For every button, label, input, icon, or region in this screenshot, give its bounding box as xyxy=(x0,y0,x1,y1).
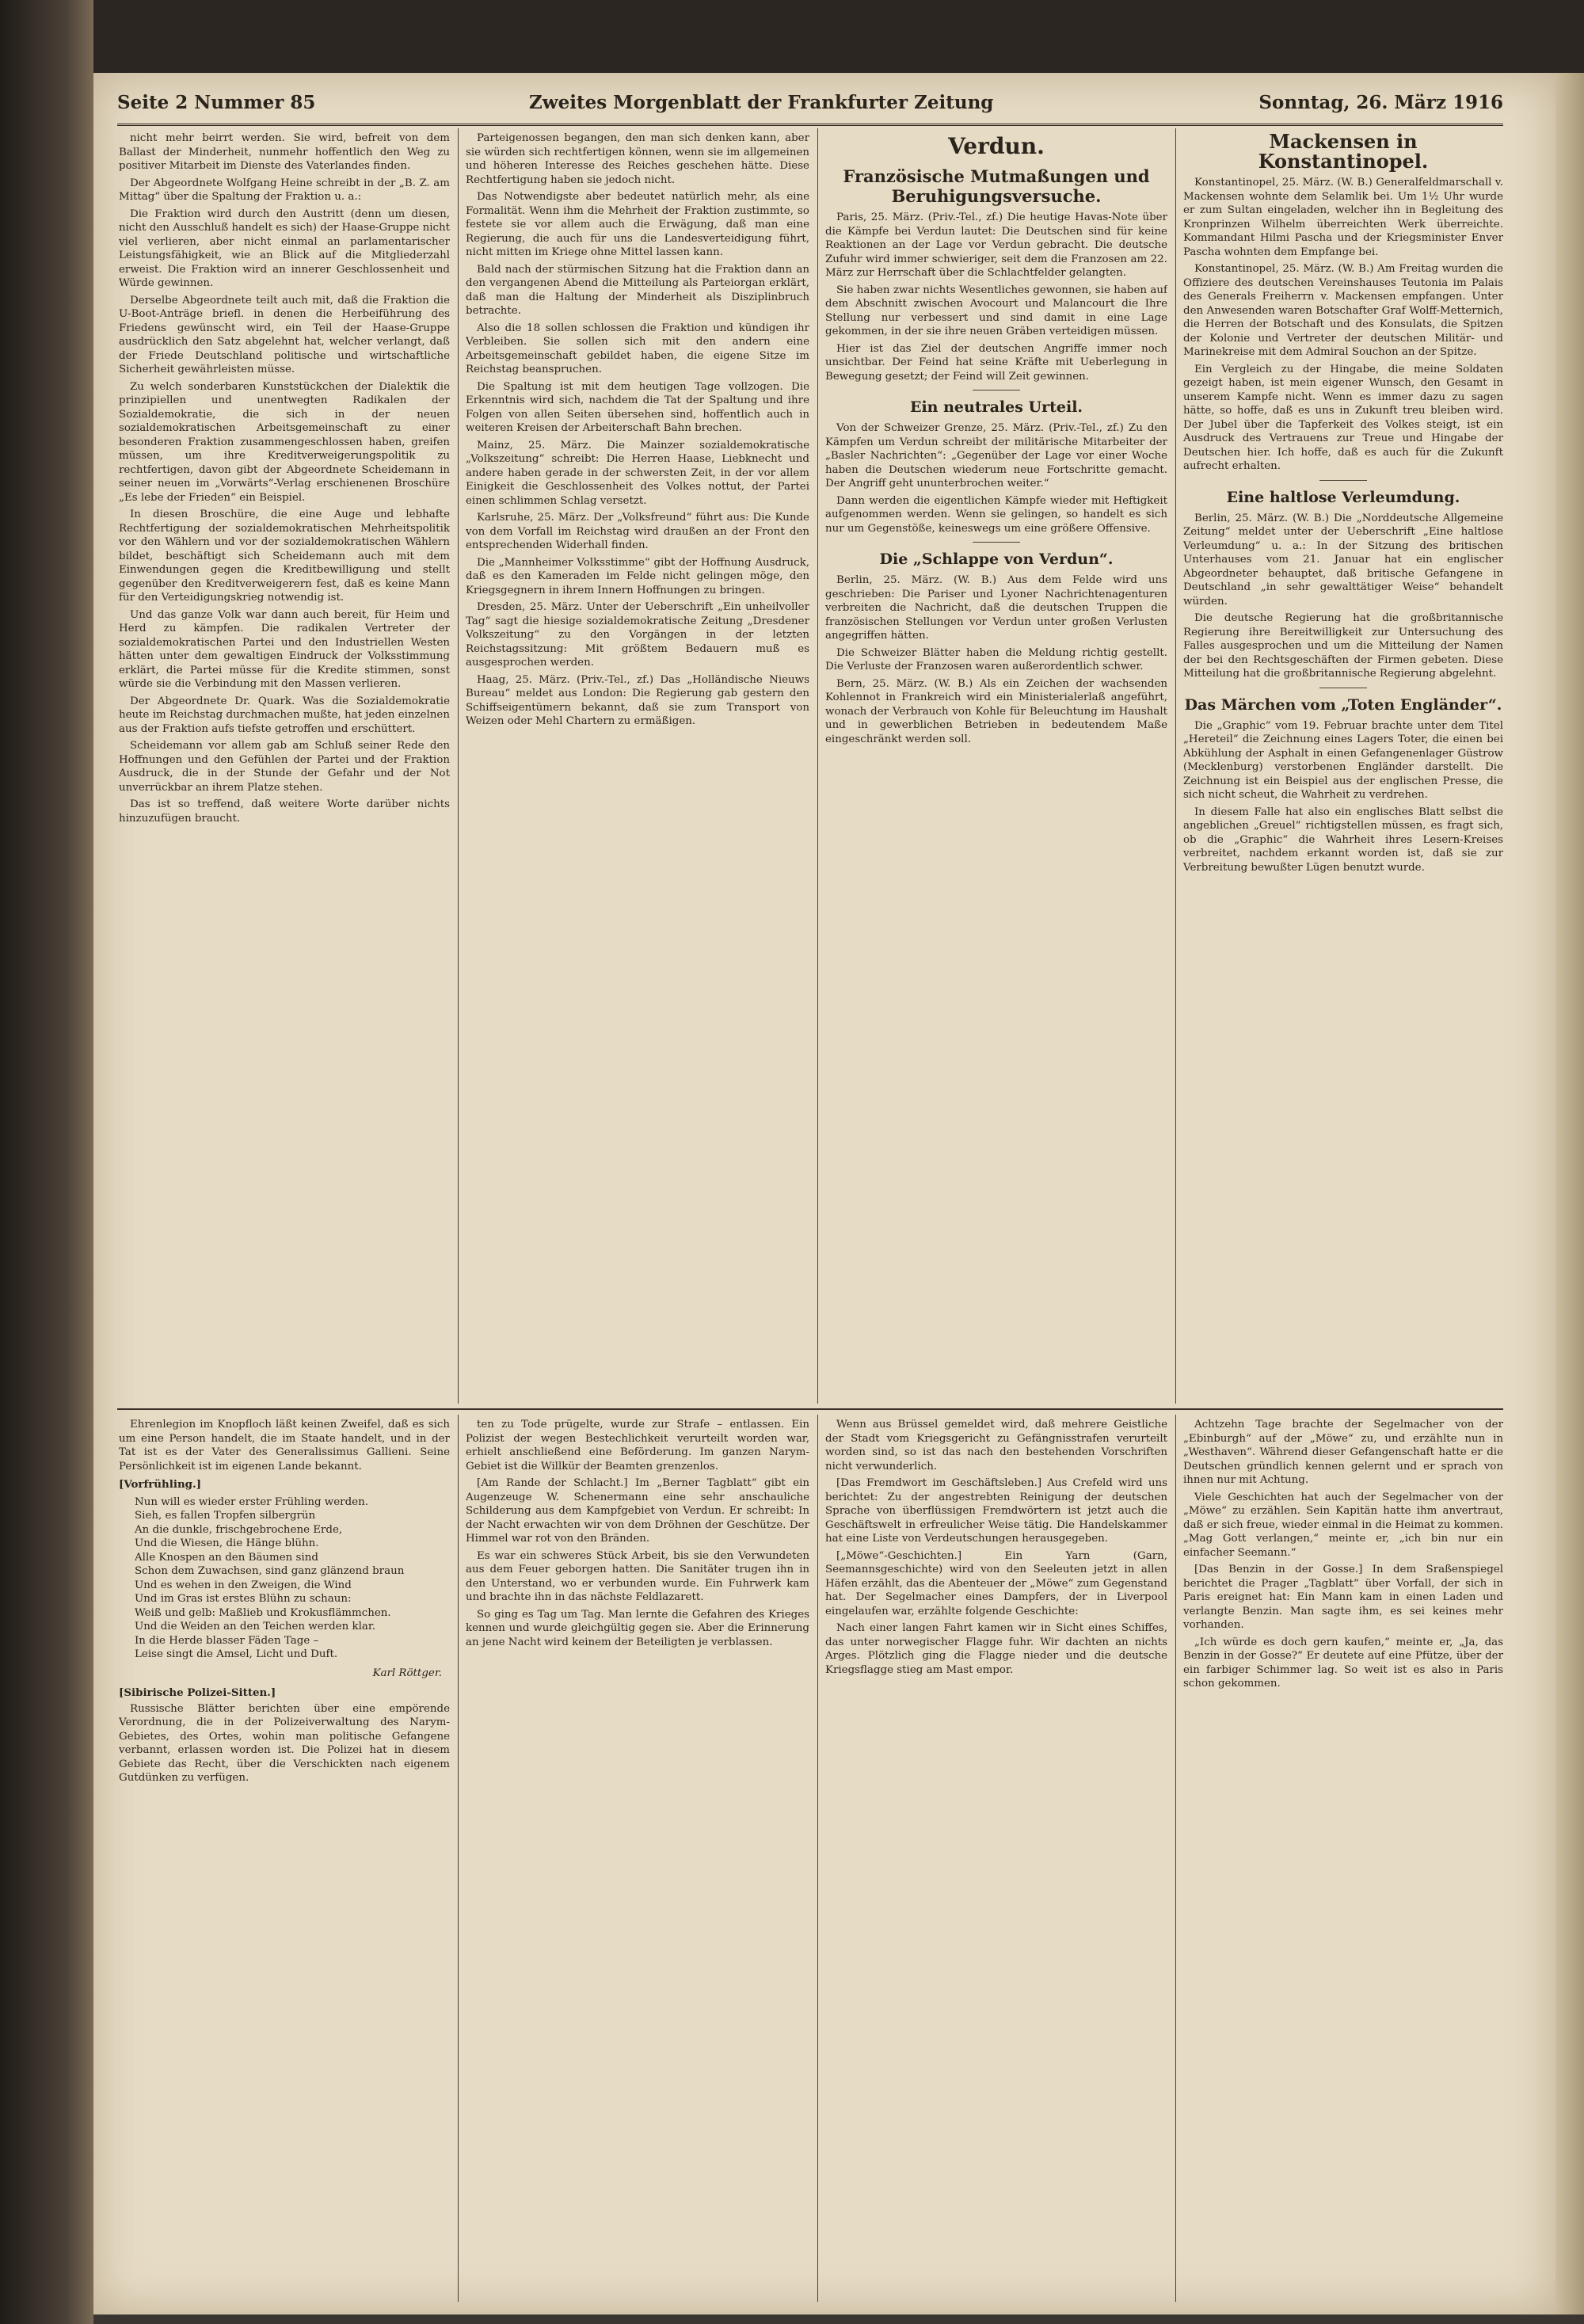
feuilleton-column-4 xyxy=(1183,1418,1503,2299)
article-paragraph: Also die 18 sollen schlossen die Fraktion und kündigen ihr Verbleiben. Sie sollen sich mit den andern eine Arbeitsgemeinschaft gebildet haben, die eigene Sitze im Reichstag beanspruchen. xyxy=(466,322,809,375)
article-paragraph: Zu welch sonderbaren Kunststückchen der Dialektik die prinzipiellen und unentwegten Radikalen der Sozialdemokratie, die sich in der neuen sozialdemokratischen Arbeitsgemeinschaft zu einer besonderen Fraktion zusammengeschlossen haben, greifen müssen, um ihre Kreditverweigerungspolitik zu rechtfertigen, davon gibt der Abgeordnete Scheidemann in seiner neuen im „Vorwärts“-Verlag erschienenen Broschüre „Es lebe der Frieden“ ein Beispiel. xyxy=(119,380,450,504)
separator xyxy=(973,542,1020,543)
article-paragraph: In diesem Falle hat also ein englisches Blatt selbst die angeblichen „Greuel“ richtigstellen müssen, es fragt sich, ob die „Graphic“ die Wahrheit ihres Lesern-Kreises verbreitet, nachdem erkannt worden ist, daß sie zur Verbreitung bewußter Lügen benutzt wurde. xyxy=(1183,806,1503,874)
feuilleton-paragraph: ten zu Tode prügelte, wurde zur Strafe – entlassen. Ein Polizist der wegen Bestechlichkeit verurteilt worden war, erhielt anschließend eine Beförderung. Im ganzen Narym-Gebiet ist die Willkür der Beamten grenzenlos. xyxy=(466,1419,809,1473)
column-4 xyxy=(1183,128,1503,1402)
article-paragraph: In diesen Broschüre, die eine Auge und lebhafte Rechtfertigung der sozialdemokratischen Mehrheitspolitik vor den Wählern und vor der sozialdemokratischen Wählern bildet, beschäftigt sich Scheidemann auch mit dem Einwendungen gegen die Kreditbewilligung und stellt gegenüber den Kreditverweigerern fest, daß es keine Mann für den Verteidigungskrieg notwendig ist. xyxy=(119,509,450,604)
feuilleton-paragraph: Es war ein schweres Stück Arbeit, bis sie den Verwundeten aus dem Feuer geborgen hatten. Die Sanitäter trugen ihn in den Unterstand, wo er verbunden wurde. Ein Fuhrwerk kam und brachte ihn in das nächste Feldlazarett. xyxy=(466,1549,809,1603)
article-paragraph: Berlin, 25. März. (W. B.) Die „Norddeutsche Allgemeine Zeitung“ meldet unter der Ueberschrift „Eine haltlose Verleumdung“ u. a.: In der Sitzung des britischen Unterhauses vom 21. Januar hat ein englischer Abgeordneter behauptet, daß britische Gefangene in Deutschland „in sehr gewalttätiger Weise“ behandelt würden. xyxy=(1183,512,1503,608)
separator xyxy=(1319,480,1367,481)
feuilleton-paragraph: „Ich würde es doch gern kaufen,“ meinte er, „Ja, das Benzin in der Gosse?“ Er deutete auf eine Pfütze, über der ein farbiger Schimmer lag. So weit ist es also in Paris schon gekommen. xyxy=(1183,1636,1503,1690)
feuilleton-paragraph: Achtzehn Tage brachte der Segelmacher von der „Ebinburgh“ auf der „Möwe“ zu, und erzählte nun in „Westhaven“. Während dieser Gefangenschaft hatte er die Deutschen gründlich kennen gelernt und er sprach von ihnen nur mit Achtung. xyxy=(1183,1419,1503,1486)
article-paragraph: nicht mehr beirrt werden. Sie wird, befreit von dem Ballast der Minderheit, nunmehr hoffentlich den Weg zu positiver Mitarbeit im Dienste des Vaterlandes finden. xyxy=(119,132,450,172)
article-paragraph: Haag, 25. März. (Priv.-Tel., zf.) Das „Holländische Nieuws Bureau“ meldet aus London: Die Regierung gab gestern den Schiffseigentümern bekannt, daß sie zum Transport von Weizen oder Mehl Chartern zu ermäßigen. xyxy=(466,673,809,727)
masthead-page-number: Seite 2 Nummer 85 xyxy=(117,92,316,113)
section-divider xyxy=(117,1408,1503,1410)
article-paragraph: Hier ist das Ziel der deutschen Angriffe immer noch unsichtbar. Der Feind hat seine Kräfte mit Ueberlegung in Bewegung gesetzt; der Feind will Zeit gewinnen. xyxy=(825,342,1167,383)
poem-text: Nun will es wieder erster Frühling werden. Sieh, es fallen Tropfen silbergrün An die dunkle, frischgebrochene Erde, Und die Wiesen, die Hänge blühn. Alle Knospen an den Bäumen sind Schon dem Zuwachsen, sind ganz glänzend braun Und es wehen in den Zweigen, die Wind Und im Gras ist erstes Blühn zu schaun: Weiß und gelb: Maßlieb und Krokusflämmchen. Und die Weiden an den Teichen werden klar. In die Herde blasser Fäden Tage – Leise singt die Amsel, Licht und Duft. xyxy=(135,1495,405,1660)
article-paragraph: Parteigenossen begangen, den man sich denken kann, aber sie würden sich rechtfertigen können, wenn sie im allgemeinen und höheren Interesse des Reiches geschehen hätte. Diese Rechtfertigung haben sie jedoch nicht. xyxy=(466,132,809,186)
article-paragraph: Dresden, 25. März. Unter der Ueberschrift „Ein unheilvoller Tag“ sagt die hiesige sozialdemokratische Zeitung „Dresdener Volkszeitung“ zu den Vorgängen in der letzten Reichstagssitzung: Mit größtem Bedauern muß es ausgesprochen werden. xyxy=(466,601,809,669)
feuilleton-paragraph: Russische Blätter berichten über eine empörende Verordnung, die in der Polizeiverwaltung des Narym-Gebietes, des Ortes, wohin man politische Gefangene verbannt, erlassen worden ist. Die Polizei hat in diesem Gebiete das Recht, über die Verschickten nach eigenem Gutdünken zu verfügen. xyxy=(119,1702,450,1784)
column-rule xyxy=(1175,1415,1176,2302)
feuilleton-paragraph: So ging es Tag um Tag. Man lernte die Gefahren des Krieges kennen und wurde gleichgültig gegen sie. Aber die Erinnerung an jene Nacht wird keinem der Beteiligten je verblassen. xyxy=(466,1608,809,1648)
article-paragraph: Berlin, 25. März. (W. B.) Aus dem Felde wird uns geschrieben: Die Pariser und Lyoner Nachrichtenagenturen verbreiten die Nachricht, daß die deutschen Truppen die französischen Stellungen vor Verdun unter großen Verlusten angegriffen hätten. xyxy=(825,574,1167,642)
poem-title: [Vorfrühling.] xyxy=(119,1478,202,1491)
masthead xyxy=(117,87,1503,126)
poem-author: Karl Röttger. xyxy=(372,1667,442,1679)
feuilleton-paragraph: Ehrenlegion im Knopfloch läßt keinen Zweifel, daß es sich um eine Person handelt, die im Staate handelt, und in der Tat ist es der Vater des Generalissimus Gallieni. Seine Persönlichkeit ist im eigenen Lande bekannt. xyxy=(119,1419,450,1473)
article-paragraph: Das Notwendigste aber bedeutet natürlich mehr, als eine Formalität. Wenn ihm die Mehrheit der Fraktion zustimmte, so festete sie vor allem auch die Erwägung, daß man eine Regierung, die auch für uns die Landesverteidigung führt, nicht mitten im Kriege ohne Mittel lassen kann. xyxy=(466,191,809,258)
article-paragraph: Konstantinopel, 25. März. (W. B.) Generalfeldmarschall v. Mackensen wohnte dem Selamlik bei. Um 1½ Uhr wurde er zum Sultan eingeladen, welcher ihn in Begleitung des Kronprinzen Wilhelm überreichten Werk überreichte. Kommandant Hilmi Pascha und der Kriegsminister Enver Pascha wohnten dem Empfange bei. xyxy=(1183,177,1503,258)
article-paragraph: Die „Mannheimer Volksstimme“ gibt der Hoffnung Ausdruck, daß es den Kameraden im Felde nicht gelingen möge, den Kriegsgegnern in ihrem Innern Hoffnungen zu bringen. xyxy=(466,556,809,596)
article-paragraph: Die „Graphic“ vom 19. Februar brachte unter dem Titel „Hereteil“ die Zeichnung eines Lagers Toter, die einen bei Abkühlung der Asphalt in einen Gefangenenlager Güstrow (Mecklenburg) verstorbenen Engländer darstellt. Die Zeichnung ist ein Beispiel aus der englischen Presse, die sich nicht scheut, die Wahrheit zu verdrehen. xyxy=(1183,719,1503,801)
article-title-verleumdung: Eine haltlose Verleumdung. xyxy=(1226,488,1460,506)
masthead-paper-name: Zweites Morgenblatt der Frankfurter Zeitung xyxy=(529,92,994,113)
article-title-verdun: Verdun. xyxy=(948,133,1045,159)
article-title-neutral: Ein neutrales Urteil. xyxy=(909,398,1083,416)
separator xyxy=(973,390,1020,391)
article-paragraph: Die Spaltung ist mit dem heutigen Tage vollzogen. Die Erkenntnis wird sich, nachdem die Tat der Spaltung und ihre Folgen von allen Seiten übersehen sind, hoffentlich auch in weiteren Kreisen der Arbeiterschaft Bahn brechen. xyxy=(466,380,809,434)
article-paragraph: Der Abgeordnete Wolfgang Heine schreibt in der „B. Z. am Mittag“ über die Spaltung der Fraktion u. a.: xyxy=(119,177,450,203)
section-title: [Sibirische Polizei-Sitten.] xyxy=(119,1686,276,1699)
column-2 xyxy=(466,131,809,1402)
article-paragraph: Derselbe Abgeordnete teilt auch mit, daß die Fraktion die U-Boot-Anträge briefl. in denen die Herbeiführung des Friedens gewünscht wird, ein Teil der Haase-Gruppe ausdrücklich den Satz abgelehnt hat, welcher verlangt, daß der Friede Deutschland politische und wirtschaftliche Sicherheit gewährleisten müsse. xyxy=(119,294,450,375)
article-paragraph: Bern, 25. März. (W. B.) Als ein Zeichen der wachsenden Kohlennot in Frankreich wird ein Ministerialerlaß angeführt, wonach der Verbrauch von Kohle für Beleuchtung im Haushalt und in gewerblichen Betrieben in bedeutendem Maße eingeschränkt werden soll. xyxy=(825,677,1167,745)
column-rule xyxy=(817,128,818,1404)
article-paragraph: Dann werden die eigentlichen Kämpfe wieder mit Heftigkeit aufgenommen werden. Wenn sie gelingen, so handelt es sich nur um Gegenstöße, keineswegs um eine größere Offensive. xyxy=(825,494,1167,535)
article-paragraph: Von der Schweizer Grenze, 25. März. (Priv.-Tel., zf.) Zu den Kämpfen um Verdun schreibt der militärische Mitarbeiter der „Basler Nachrichten“: „Gegenüber der Lage vor einer Woche haben die Deutschen wiederum neue Fortschritte gemacht. Der Angriff geht ununterbrochen weiter.“ xyxy=(825,422,1167,490)
article-title-mackensen: Mackensen in Konstantinopel. xyxy=(1258,130,1429,173)
feuilleton-paragraph: [„Möwe“-Geschichten.] Ein Yarn (Garn, Seemannsgeschichte) wird von den Seeleuten jetzt in allen Häfen erzählt, das die Abenteuer der „Möwe“ zum Gegenstand hat. Der Segelmacher eines Dampfers, der in Liverpool eingelaufen war, erzählte folgende Geschichte: xyxy=(825,1549,1167,1617)
article-paragraph: Bald nach der stürmischen Sitzung hat die Fraktion dann an den vergangenen Abend die Mitteilung als Parteiorgan erklärt, daß man die Haltung der Minderheit als Disziplinbruch betrachte. xyxy=(466,263,809,317)
article-title-schlappe: Die „Schlappe von Verdun“. xyxy=(879,551,1114,568)
column-1 xyxy=(119,131,450,1402)
column-rule xyxy=(817,1415,818,2302)
article-paragraph: Karlsruhe, 25. März. Der „Volksfreund“ führt aus: Die Kunde von dem Vorfall im Reichstag wird draußen an der Front den entsprechenden Widerhall finden. xyxy=(466,512,809,551)
article-paragraph: Paris, 25. März. (Priv.-Tel., zf.) Die heutige Havas-Note über die Kämpfe bei Verdun lautet: Die Deutschen sind für keine Reaktionen an der Lage vor Verdun gebracht. Die deutsche Zufuhr wird immer schwieriger, seit dem die Franzosen am 22. März zur Herrschaft über die Schlachtfelder gelangten. xyxy=(825,211,1167,279)
article-paragraph: Mainz, 25. März. Die Mainzer sozialdemokratische „Volkszeitung“ schreibt: Die Herren Haase, Liebknecht und andere haben gerade in der schwersten Zeit, in der vor allem Einigkeit die Geschlossenheit des Volkes nottut, der Partei einen schlimmen Schlag versetzt. xyxy=(466,439,809,507)
column-rule xyxy=(458,128,459,1404)
top-background xyxy=(0,0,1584,73)
feuilleton-paragraph: [Am Rande der Schlacht.] Im „Berner Tagblatt“ gibt ein Augenzeuge W. Schenermann eine sehr anschauliche Schilderung aus dem Kampfgebiet von Verdun. Er schreibt: In der Nacht erwachten wir von dem Dröhnen der Geschütze. Der Himmel war rot von den Bränden. xyxy=(466,1477,809,1545)
feuilleton-paragraph: [Das Fremdwort im Geschäftsleben.] Aus Crefeld wird uns berichtet: Zu der angestrebten Reinigung der deutschen Sprache von überflüssigen Fremdwörtern ist jetzt auch die Geschäftswelt in erfreulicher Weise tätig. Die Handelskammer hat eine Liste von Verdeutschungen herausgegeben. xyxy=(825,1477,1167,1545)
feuilleton-paragraph: [Das Benzin in der Gosse.] In dem Sraßenspiegel berichtet die Prager „Tagblatt“ über Vorfall, der sich in Paris ereignet hat: Ein Mann kam in einen Laden und verlangte Benzin. Man sagte ihm, es sei keines mehr vorhanden. xyxy=(1183,1564,1503,1631)
article-paragraph: Das ist so treffend, daß weitere Worte darüber nichts hinzuzufügen braucht. xyxy=(119,798,450,825)
article-paragraph: Sie haben zwar nichts Wesentliches gewonnen, sie haben auf dem Abschnitt zwischen Avocourt und Malancourt die Ihre Stellung nur verbessert und sind damit in eine Lage gekommen, in der sie ihre neuen Gräben verteidigen müssen. xyxy=(825,284,1167,337)
article-paragraph: Scheidemann vor allem gab am Schluß seiner Rede den Hoffnungen und den Gefühlen der Partei und der Fraktion Ausdruck, die in der Stunde der Gefahr und der Not unverrückbar an ihrem Platze stehen. xyxy=(119,740,450,794)
binding-gutter xyxy=(0,0,93,2324)
article-paragraph: Konstantinopel, 25. März. (W. B.) Am Freitag wurden die Offiziere des deutschen Vereinshauses Teutonia im Palais des Generals Freiherrn v. Mackensen empfangen. Unter den Anwesenden waren Botschafter Graf Wolff-Metternich, die Herren der Botschaft und des Konsulats, die Spitzen der Kolonie und Vertreter der deutschen Militär- und Marinekreise mit dem Admiral Souchon an der Spitze. xyxy=(1183,263,1503,358)
column-rule xyxy=(458,1415,459,2302)
feuilleton-paragraph: Viele Geschichten hat auch der Segelmacher von der „Möwe“ zu erzählen. Sein Kapitän hatte ihm anvertraut, daß er sich freue, wieder einmal in die Heimat zu kommen. „Mag Gott verlangen,“ meinte er, „ich bin nur ein einfacher Seemann.“ xyxy=(1183,1491,1503,1559)
column-3 xyxy=(825,128,1167,1402)
article-paragraph: Die Schweizer Blätter haben die Meldung richtig gestellt. Die Verluste der Franzosen waren außerordentlich schwer. xyxy=(825,646,1167,672)
feuilleton-paragraph: Wenn aus Brüssel gemeldet wird, daß mehrere Geistliche der Stadt vom Kriegsgericht zu Gefängnisstrafen verurteilt worden sind, so ist das nach den bestehenden Vorschriften nicht verwunderlich. xyxy=(825,1419,1167,1473)
masthead-date: Sonntag, 26. März 1916 xyxy=(1258,92,1503,113)
feuilleton-column-3 xyxy=(825,1418,1167,2299)
feuilleton-paragraph: Nach einer langen Fahrt kamen wir in Sicht eines Schiffes, das unter norwegischer Flagge fuhr. Wir dachten an nichts Arges. Plötzlich ging die Flagge nieder und die deutsche Kriegsflagge stieg am Mast empor. xyxy=(825,1622,1167,1676)
article-paragraph: Ein Vergleich zu der Hingabe, die meine Soldaten gezeigt haben, ist mein eigener Wunsch, den Gesamt in unserem Kampfe nicht. Wenn es immer dazu zu sagen hätte, so hoffe, daß es uns in Zukunft treu bleiben wird. Der Jubel über die Tapferkeit des Volkes steigt, ist ein Ausdruck des Vertrauens zur Treue und Hingabe der Deutschen hier. Ich hoffe, daß es auch für die Zukunft aufrecht erhalten. xyxy=(1183,363,1503,472)
feuilleton-column-1 xyxy=(119,1418,450,2299)
article-title-maerchen: Das Märchen vom „Toten Engländer“. xyxy=(1184,695,1502,714)
article-paragraph: Der Abgeordnete Dr. Quark. Was die Sozialdemokratie heute im Reichstag durchmachen mußte, hat jeden einzelnen aus der Fraktion aufs tiefste getroffen und erschüttert. xyxy=(119,695,450,735)
article-subtitle: Französische Mutmaßungen und Beruhigungsversuche. xyxy=(843,166,1150,206)
article-paragraph: Die Fraktion wird durch den Austritt (denn um diesen, nicht den Ausschluß handelt es sich) der Haase-Gruppe nicht viel verlieren, aber nicht einmal an parlamentarischer Leistungsfähigkeit, wie an Blick auf die Mitgliederzahl erweist. Die Fraktion wird an innerer Geschlossenheit und Würde gewinnen. xyxy=(119,208,450,289)
feuilleton-column-2 xyxy=(466,1418,809,2299)
article-paragraph: Die deutsche Regierung hat die großbritannische Regierung ihre Bereitwilligkeit zur Untersuchung des Falles ausgesprochen und um die Mitteilung der Namen der bei den Rechtsgeschäften der Firmen gebeten. Diese Mitteilung hat die großbritannische Regierung abgelehnt. xyxy=(1183,612,1503,680)
page-edge xyxy=(1555,73,1584,2314)
column-rule xyxy=(1175,128,1176,1404)
article-paragraph: Und das ganze Volk war dann auch bereit, für Heim und Herd zu kämpfen. Die radikalen Vertreter der sozialdemokratischen Partei und den Industriellen Westen hätten unter dem gewaltigen Eindruck der Volksstimmung erklärt, die Partei müsse für die Kredite stimmen, sonst würde sie die Verbindung mit den Massen verlieren. xyxy=(119,608,450,690)
